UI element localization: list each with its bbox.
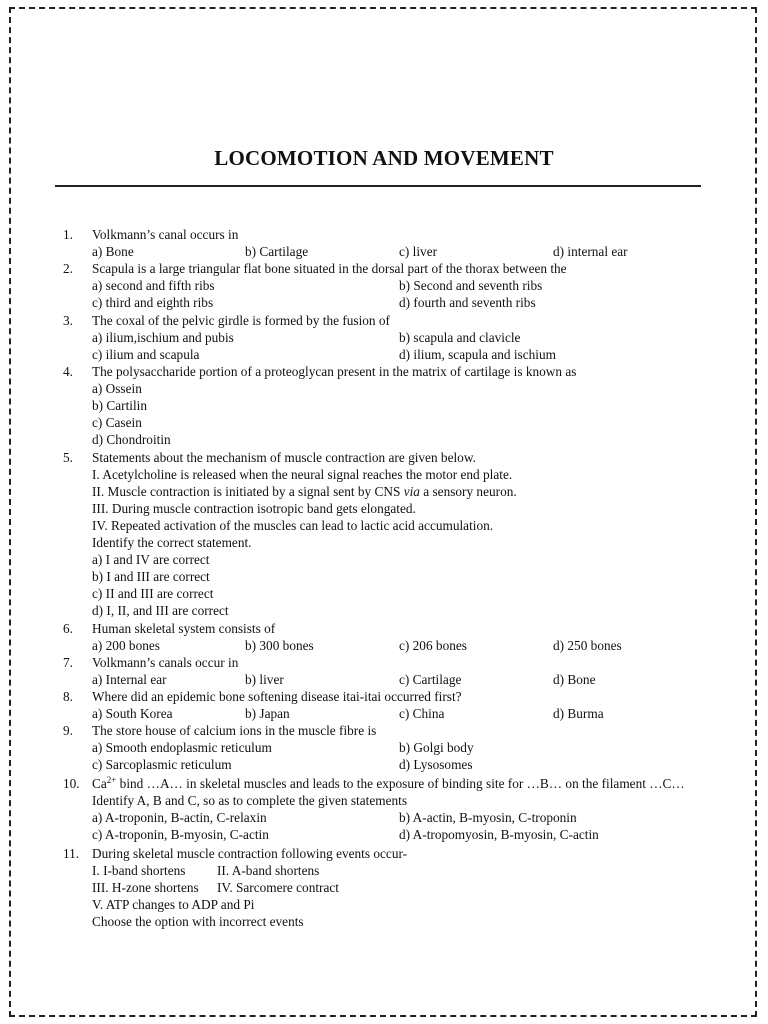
question-text: Volkmann’s canal occurs in <box>92 227 239 242</box>
question-text: The polysaccharide portion of a proteoglycan present in the matrix of cartilage is known as <box>92 364 577 379</box>
question-number: 8. <box>63 689 73 704</box>
question-number: 2. <box>63 261 73 276</box>
question-1 <box>0 226 768 260</box>
option-b: b) Cartilage <box>245 244 309 259</box>
option-c: c) II and III are correct <box>92 586 214 601</box>
option-a: a) I and IV are correct <box>92 552 210 567</box>
event-5: V. ATP changes to ADP and Pi <box>92 897 255 912</box>
question-text: Volkmann’s canals occur in <box>92 655 239 670</box>
question-text: The coxal of the pelvic girdle is formed by the fusion of <box>92 313 390 328</box>
option-b: b) A-actin, B-myosin, C-troponin <box>399 810 577 825</box>
instruction: Identify A, B and C, so as to complete the given statements <box>92 793 408 808</box>
option-a: a) second and fifth ribs <box>92 278 215 293</box>
question-number: 1. <box>63 227 73 242</box>
option-b: b) scapula and clavicle <box>399 330 521 345</box>
question-4 <box>0 363 768 448</box>
question-text: Where did an epidemic bone softening disease itai-itai occurred first? <box>92 689 462 704</box>
option-d: d) Burma <box>553 706 604 721</box>
option-a: a) 200 bones <box>92 638 160 653</box>
option-b: b) Cartilin <box>92 398 148 413</box>
option-d: d) A-tropomyosin, B-myosin, C-actin <box>399 827 599 842</box>
question-text: Scapula is a large triangular flat bone situated in the dorsal part of the thorax between the <box>92 261 567 276</box>
event-3: III. H-zone shortens <box>92 880 199 895</box>
option-a: a) Ossein <box>92 381 142 396</box>
option-d: d) internal ear <box>553 244 628 259</box>
question-text: The store house of calcium ions in the muscle fibre is <box>92 723 377 738</box>
option-c: c) liver <box>399 244 438 259</box>
option-b: b) liver <box>245 672 284 687</box>
question-number: 5. <box>63 450 73 465</box>
question-text: Statements about the mechanism of muscle contraction are given below. <box>92 450 476 465</box>
option-d: d) Bone <box>553 672 596 687</box>
question-7 <box>0 654 768 688</box>
event-2: II. A-band shortens <box>217 863 320 878</box>
question-number: 11. <box>63 846 80 861</box>
question-text: $Ca^{2+}$ bind …A… in skeletal muscles and leads to the exposure of binding site for …B… on the filament …C… <box>92 775 685 791</box>
question-number: 10. <box>63 776 80 791</box>
question-text: Human skeletal system consists of <box>92 621 276 636</box>
question-2 <box>0 260 768 311</box>
option-b: b) I and III are correct <box>92 569 210 584</box>
page-title: LOCOMOTION AND MOVEMENT <box>214 146 554 170</box>
statement-2: II. Muscle contraction is initiated by a signal sent by CNS via a sensory neuron. <box>92 484 517 499</box>
question-text: During skeletal muscle contraction following events occur- <box>92 846 408 861</box>
option-d: d) I, II, and III are correct <box>92 603 229 618</box>
option-a: a) A-troponin, B-actin, C-relaxin <box>92 810 267 825</box>
question-number: 4. <box>63 364 73 379</box>
option-c: c) Casein <box>92 415 142 430</box>
option-b: b) Second and seventh ribs <box>399 278 543 293</box>
option-b: b) Golgi body <box>399 740 474 755</box>
option-c: c) ilium and scapula <box>92 347 200 362</box>
event-4: IV. Sarcomere contract <box>217 880 339 895</box>
option-a: a) Smooth endoplasmic reticulum <box>92 740 272 755</box>
question-number: 9. <box>63 723 73 738</box>
option-c: c) A-troponin, B-myosin, C-actin <box>92 827 269 842</box>
option-a: a) Bone <box>92 244 134 259</box>
question-8 <box>0 688 768 722</box>
option-b: b) Japan <box>245 706 290 721</box>
question-number: 3. <box>63 313 73 328</box>
question-11 <box>0 845 768 930</box>
option-b: b) 300 bones <box>245 638 314 653</box>
question-number: 6. <box>63 621 73 636</box>
question-9 <box>0 722 768 773</box>
option-c: c) third and eighth ribs <box>92 295 214 310</box>
option-d: d) Chondroitin <box>92 432 171 447</box>
option-c: c) Sarcoplasmic reticulum <box>92 757 232 772</box>
option-d: d) fourth and seventh ribs <box>399 295 536 310</box>
statement-4: IV. Repeated activation of the muscles can lead to lactic acid accumulation. <box>92 518 494 533</box>
event-1: I. I-band shortens <box>92 863 186 878</box>
option-d: d) Lysosomes <box>399 757 473 772</box>
question-10 <box>0 775 768 843</box>
option-c: c) 206 bones <box>399 638 467 653</box>
question-number: 7. <box>63 655 73 670</box>
option-c: c) China <box>399 706 445 721</box>
option-a: a) Internal ear <box>92 672 167 687</box>
option-a: a) ilium,ischium and pubis <box>92 330 234 345</box>
instruction: Identify the correct statement. <box>92 535 252 550</box>
question-6 <box>0 620 768 654</box>
option-a: a) South Korea <box>92 706 173 721</box>
title-rule <box>55 185 701 187</box>
statement-1: I. Acetylcholine is released when the neural signal reaches the motor end plate. <box>92 467 513 482</box>
option-d: d) ilium, scapula and ischium <box>399 347 556 362</box>
statement-3: III. During muscle contraction isotropic band gets elongated. <box>92 501 416 516</box>
question-5 <box>0 449 768 619</box>
instruction: Choose the option with incorrect events <box>92 914 304 929</box>
question-3 <box>0 312 768 363</box>
option-c: c) Cartilage <box>399 672 462 687</box>
option-d: d) 250 bones <box>553 638 622 653</box>
